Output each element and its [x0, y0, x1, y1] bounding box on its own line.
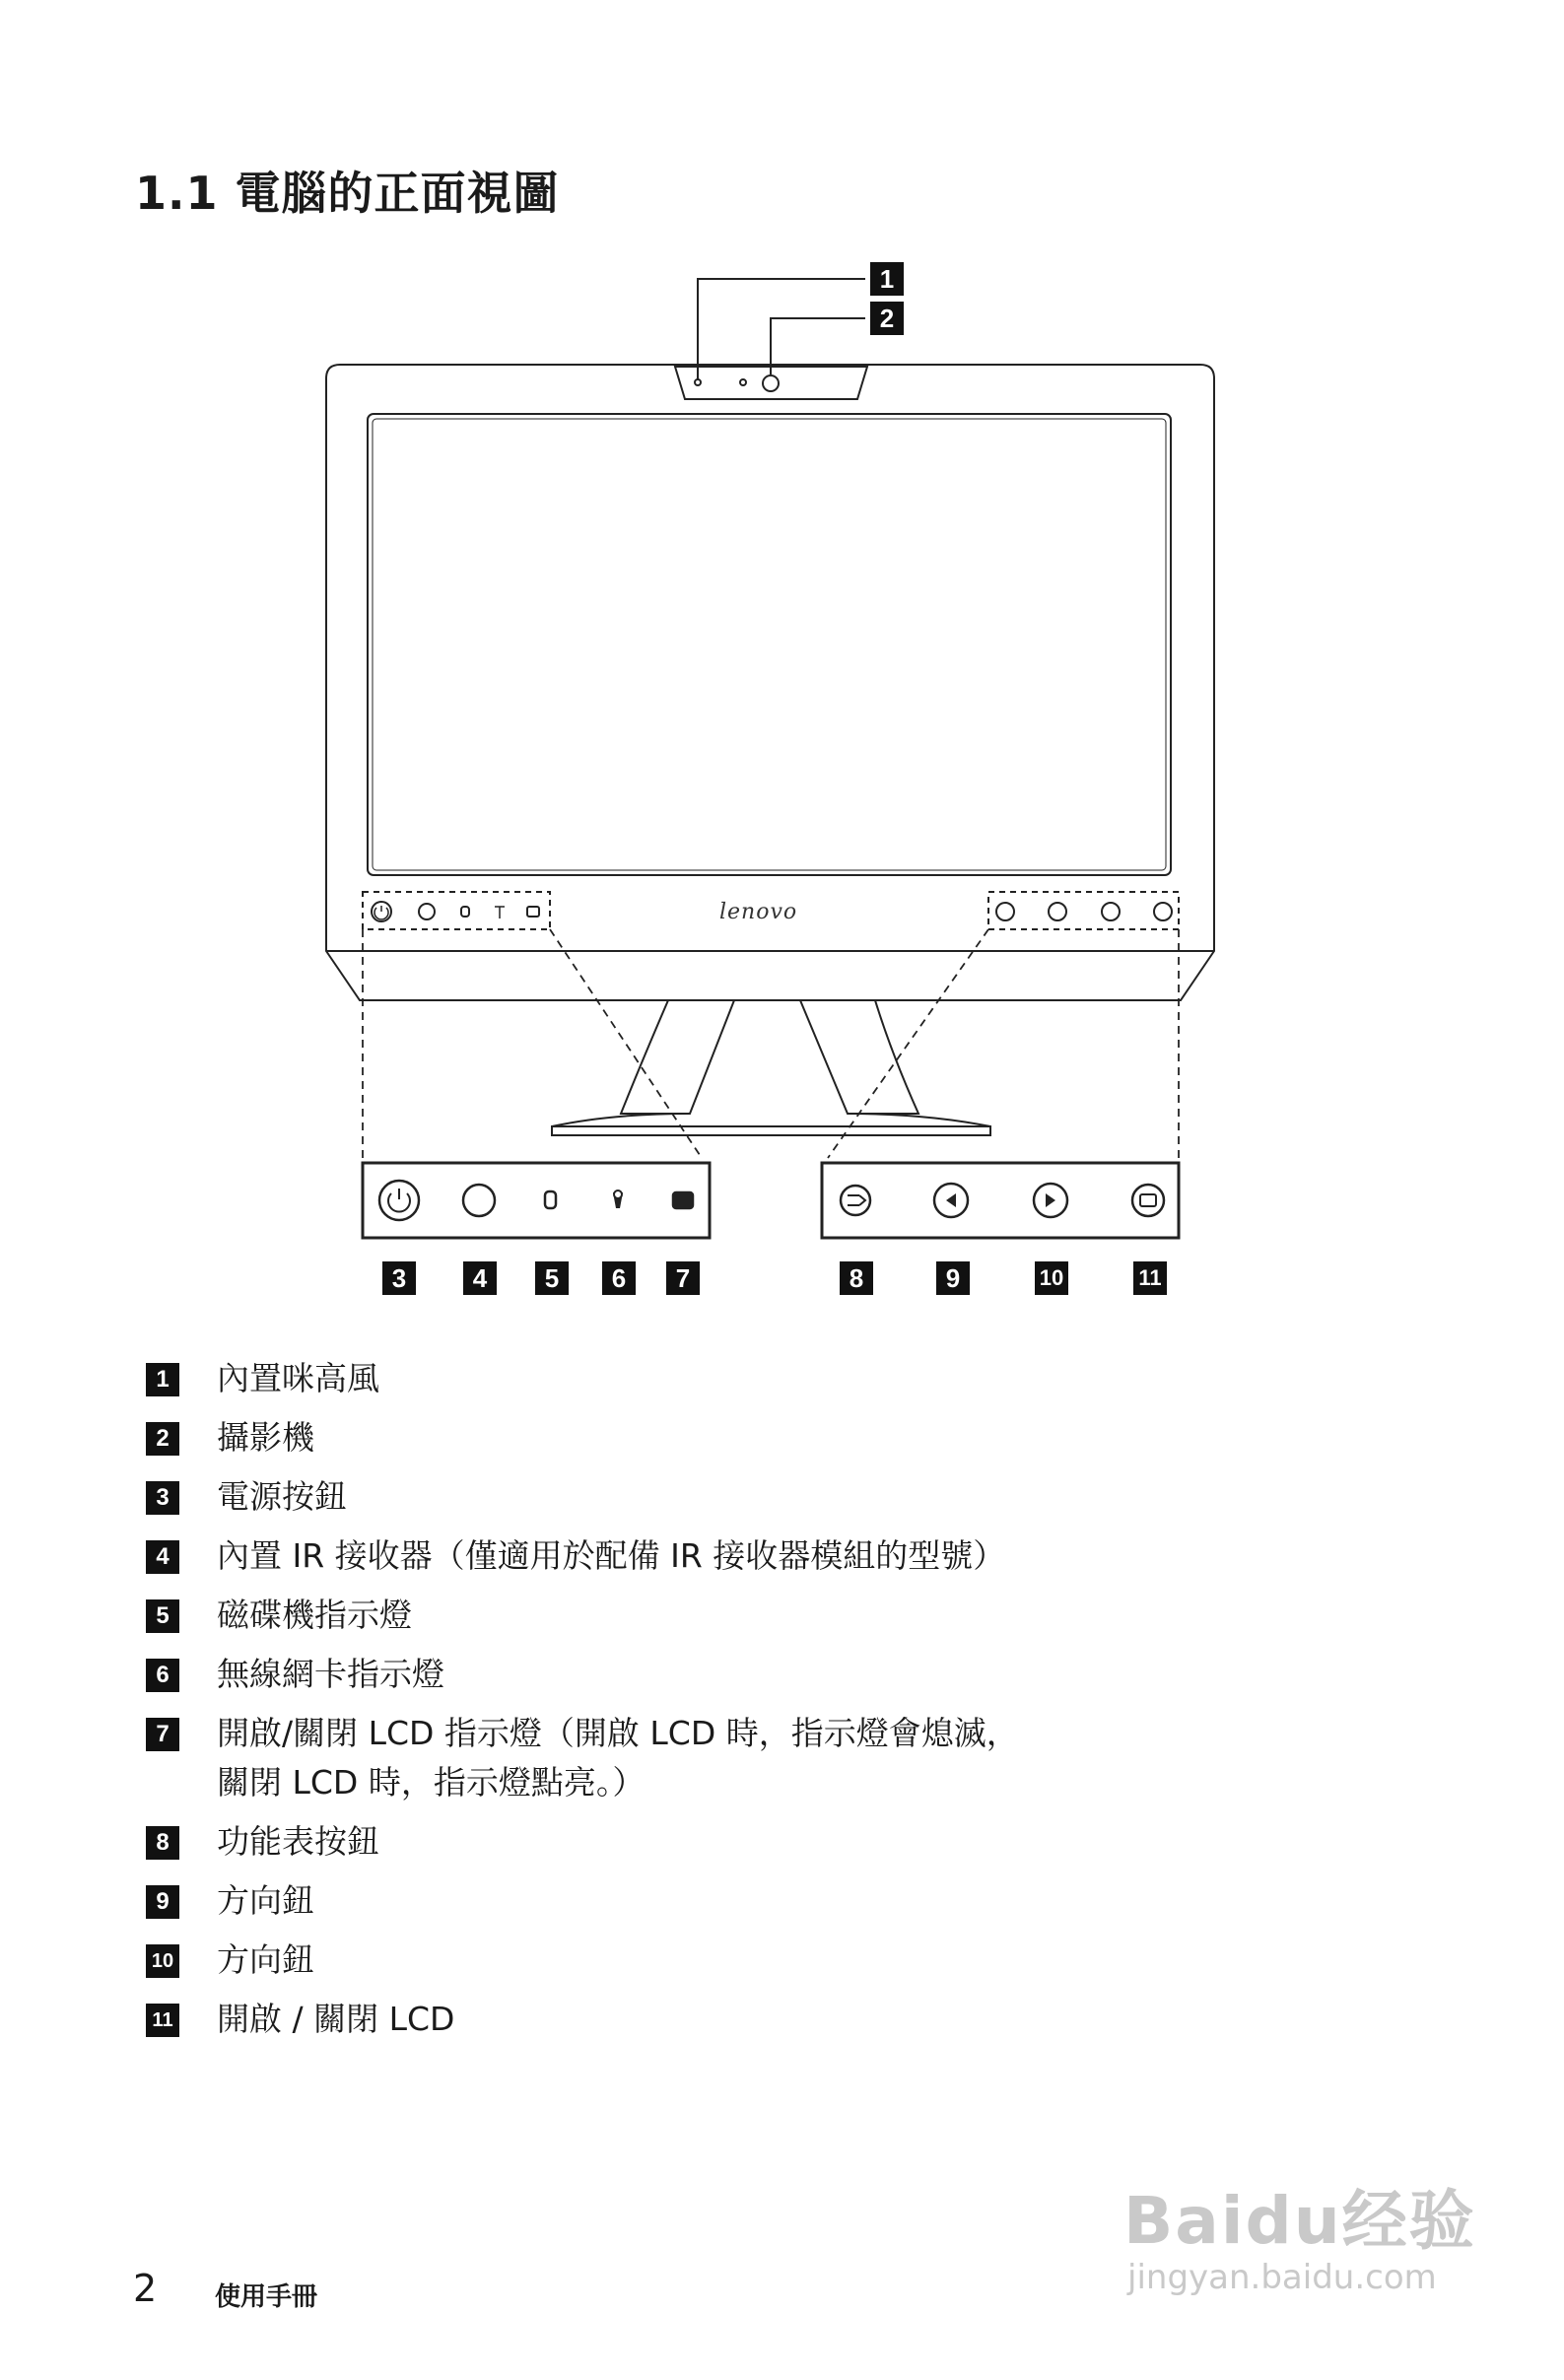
page-title: 1.1 電腦的正面視圖 — [135, 167, 560, 220]
monitor-stand — [621, 1000, 918, 1114]
lcd-toggle-button-icon — [1132, 1185, 1164, 1216]
lenovo-logo: lenovo — [719, 900, 798, 924]
callout-5: 5 — [535, 1261, 569, 1295]
legend-item — [146, 1823, 379, 1867]
legend-text: 開啟 / 關閉 LCD — [217, 2000, 455, 2038]
screen — [368, 414, 1171, 875]
legend-text: 方向鈕 — [217, 1881, 314, 1920]
legend-item — [146, 1537, 1005, 1581]
legend-item — [146, 1882, 314, 1926]
callout-10: 10 — [1035, 1261, 1068, 1295]
watermark-main: Baidu经验 — [1123, 2183, 1476, 2259]
callout-4: 4 — [463, 1261, 497, 1295]
callout-7: 7 — [666, 1261, 700, 1295]
legend-number: 2 — [146, 1422, 179, 1456]
legend-item — [146, 1478, 347, 1522]
callout-11: 11 — [1133, 1261, 1167, 1295]
watermark-url: jingyan.baidu.com — [1127, 2258, 1437, 2297]
legend-text: 方向鈕 — [217, 1940, 314, 1979]
legend-text: 內置 IR 接收器（僅適用於配備 IR 接收器模組的型號） — [217, 1536, 1006, 1575]
callout-9: 9 — [936, 1261, 970, 1295]
legend-number: 4 — [146, 1540, 179, 1574]
legend-text: 無線網卡指示燈 — [217, 1655, 444, 1693]
legend-number: 6 — [146, 1659, 179, 1692]
legend-text-continued: 關閉 LCD 時，指示燈點亮。） — [217, 1763, 646, 1802]
wireless-indicator-icon — [613, 1190, 623, 1208]
microphone-hole — [695, 379, 701, 385]
left-buttons-panel — [363, 1163, 710, 1238]
callout-6: 6 — [602, 1261, 636, 1295]
callout-8: 8 — [840, 1261, 873, 1295]
legend-text: 功能表按鈕 — [217, 1822, 379, 1861]
disk-indicator-icon — [545, 1191, 556, 1208]
legend-item — [146, 2001, 454, 2044]
right-control-strip — [988, 892, 1179, 929]
legend-item — [146, 1597, 412, 1640]
legend-number: 1 — [146, 1363, 179, 1396]
legend-number: 11 — [146, 2004, 179, 2037]
power-button-icon — [379, 1181, 419, 1220]
callout-2: 2 — [870, 302, 904, 335]
legend-item — [146, 1419, 314, 1462]
legend-item — [146, 1656, 444, 1699]
legend-text: 電源按鈕 — [217, 1477, 347, 1516]
baidu-watermark — [1123, 2168, 1476, 2297]
legend-number: 10 — [146, 1944, 179, 1978]
legend-text: 內置咪高風 — [217, 1359, 379, 1397]
legend-number: 3 — [146, 1481, 179, 1515]
footer-label: 使用手冊 — [215, 2282, 318, 2312]
legend-number: 5 — [146, 1599, 179, 1633]
page-number: 2 — [133, 2267, 158, 2310]
right-buttons-panel — [822, 1163, 1179, 1238]
camera-lens — [763, 375, 779, 391]
legend-number: 7 — [146, 1718, 179, 1751]
legend-item — [146, 1715, 1019, 1807]
legend-item — [146, 1360, 379, 1403]
callout-1: 1 — [870, 262, 904, 296]
lcd-indicator-icon — [673, 1192, 693, 1208]
camera-dot — [740, 379, 746, 385]
legend-text: 磁碟機指示燈 — [217, 1596, 412, 1634]
legend-number: 8 — [146, 1826, 179, 1860]
ir-receiver-icon — [463, 1185, 495, 1216]
legend-item — [146, 1941, 314, 1985]
legend-number: 9 — [146, 1885, 179, 1919]
legend-text: 開啟/關閉 LCD 指示燈（開啟 LCD 時，指示燈會熄滅， — [217, 1714, 1019, 1752]
legend-text: 攝影機 — [217, 1418, 314, 1457]
callout-3: 3 — [382, 1261, 416, 1295]
